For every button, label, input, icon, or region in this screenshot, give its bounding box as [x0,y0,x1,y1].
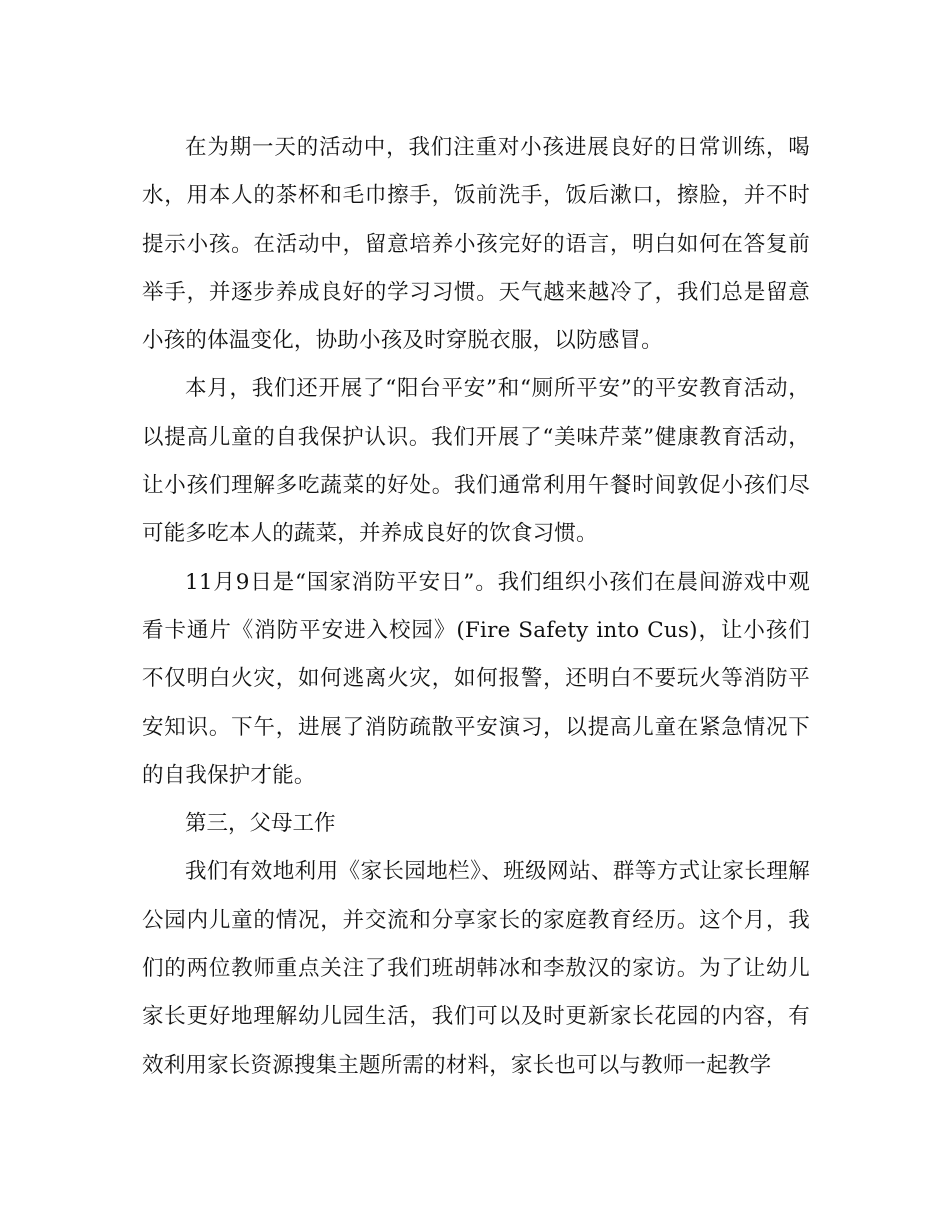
document-page [142,124,810,1090]
paragraph-daily-routine: 在为期一天的活动中，我们注重对小孩进展良好的日常训练，喝水，用本人的茶杯和毛巾擦手，饭前洗手，饭后漱口，擦脸，并不时提示小孩。在活动中，留意培养小孩完好的语言，明白如何在答复前举手，并逐步养成良好的学习习惯。天气越来越冷了，我们总是留意小孩的体温变化，协助小孩及时穿脱衣服，以防感冒。 [142,135,810,354]
paragraph-safety-education: 本月，我们还开展了“阳台平安”和“厕所平安”的平安教育活动，以提高儿童的自我保护认识。我们开展了“美味芹菜”健康教育活动，让小孩们理解多吃蔬菜的好处。我们通常利用午餐时间敦促小孩们尽可能多吃本人的蔬菜，并养成良好的饮食习惯。 [142,376,810,547]
section-heading-parent-work: 第三，父母工作 [185,811,336,837]
paragraph-fire-safety-day: 11月9日是“国家消防平安日”。我们组织小孩们在晨间游戏中观看卡通片《消防平安进入校园》(Fire Safety into Cus)，让小孩们不仅明白火灾，如何逃离火灾，如何报警，还明白不要玩火等消防平安知识。下午，进展了消防疏散平安演习，以提高儿童在紧急情况下的自我保护才能。 [142,569,810,788]
paragraph-parent-work: 我们有效地利用《家长园地栏》、班级网站、群等方式让家长理解公园内儿童的情况，并交流和分享家长的家庭教育经历。这个月，我们的两位教师重点关注了我们班胡韩冰和李敖汉的家访。为了让幼儿家长更好地理解幼儿园生活，我们可以及时更新家长花园的内容，有效利用家长资源搜集主题所需的材料，家长也可以与教师一起教学 [142,859,810,1078]
